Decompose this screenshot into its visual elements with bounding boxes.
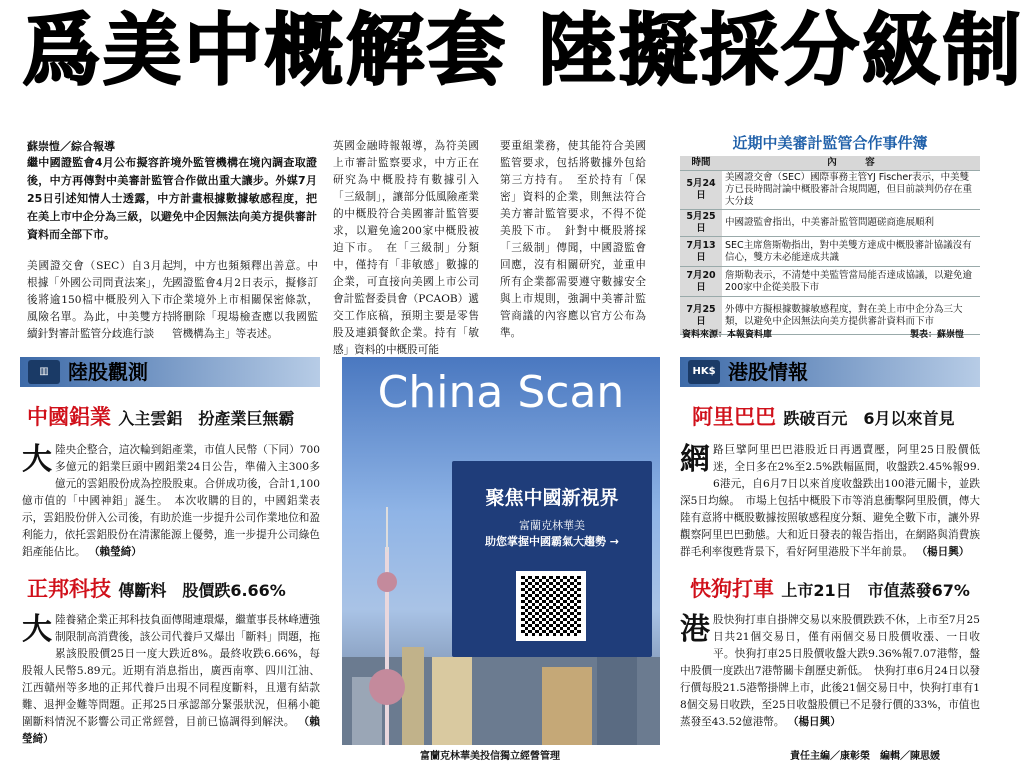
company-name: 快狗打車: [690, 577, 774, 601]
dropcap: 大: [22, 442, 52, 477]
story-body: 港 股快狗打車自掛牌交易以來股價跌跌不休，上市至7月25日共21個交易日，僅有兩個交易日股價收漲、一日收平。快狗打車25日股價收盤大跌9.36%報7.07港幣，盤中股價一度跌出7港幣關卡創歷史新低。 快狗打車6月24日以發行價每股21.5港幣掛牌上市，此後21個交易日中，快狗打車有18個交易日收跌，至25日收盤股價已不足發行價的33%，市值也蒸發至43.52億港幣。 （楊日興）: [680, 612, 980, 728]
table-cell-date: 5月25日: [680, 210, 722, 237]
table-title: 近期中美審計監管合作事件簿: [732, 134, 928, 152]
ad-panel: [452, 461, 652, 657]
table-row: [680, 210, 980, 237]
main-col-2: 判，中方也頻頻釋出善意。中國證監會4月2日表示，擬修訂企業境外上市相關保密條款，將刪除「現場檢查應以我國監管機構為主」等表述。: [172, 260, 318, 340]
ad-line-2[interactable]: 助您掌握中國霸氣大趨勢 →: [484, 535, 620, 548]
main-col-1: 美國證交會（SEC）自3月起根據「外國公司問責法案」，先後將逾150檔中概股列入下市風險名單。為此，中美雙方持續針對審計監管分歧進行談: [27, 260, 173, 340]
qr-code-icon[interactable]: [516, 571, 586, 641]
hk-dollar-icon: HK$: [688, 360, 720, 384]
dropcap: 網: [680, 442, 710, 477]
story-title: 跌破百元 6月以來首見: [783, 409, 955, 428]
section-header-hk-stocks: [680, 357, 980, 387]
table-cell-date: 7月13日: [680, 237, 722, 267]
ad-headline: 聚焦中國新視界: [485, 487, 619, 509]
page-footer: [0, 745, 1000, 763]
story-title: 入主雲鋁 扮產業巨無霸: [118, 409, 295, 428]
ad-line-1: 富蘭克林華美: [519, 519, 585, 532]
dropcap: 港: [680, 612, 710, 647]
story-author: （賴瑩綺）: [88, 546, 142, 558]
story-author: （楊日興）: [787, 716, 841, 728]
table-header-content: 內 容: [722, 156, 980, 171]
ad-title: China Scan: [377, 367, 625, 418]
table-cell-text: 中國證監會指出，中美審計監管問題磋商進展順利: [722, 210, 980, 237]
editor-credit: 責任主編／康彰榮 編輯／陳思媛: [790, 751, 940, 762]
section-title: 港股情報: [728, 360, 808, 384]
china-scan-ad[interactable]: [342, 357, 660, 745]
main-headline: 爲美中概解套 陸擬採分級制: [22, 6, 1024, 96]
story-subtitle: [27, 402, 294, 434]
table-row: [680, 237, 980, 267]
dropcap: 大: [22, 612, 52, 647]
story-body: 大 陸央企整合，這次輪到鋁產業，市值人民幣（下同）700多億元的鋁業巨頭中國鋁業24日公告，準備入主300多億元的雲鋁股份成為控股股東。合併成功後，合計1,100億市值的「中國神鋁」誕生。 本次收購的目的，中國鋁業表示，雲鋁股份併入公司後，有助於進一步提升公司作業地位和盈利能力，依托雲鋁股份在清潔能源上優勢，進一步提升公司綠色鋁產能佔比。 （賴瑩綺）: [22, 442, 320, 558]
story-subtitle: [27, 574, 286, 606]
story-body: 網 路巨擘阿里巴巴港股近日再遇賣壓，阿里25日股價低迷，全日多在2%至2.5%跌幅區間，收盤跌2.45%報99.6港元，自6月7日以來首度收盤跌出100港元關卡，並跌深5日均線。 市場上包括中概股下市等消息衝擊阿里股價，傳大陸有意將中概股數據按照敏感程度分類、避免全數下市，讓外界觀察阿里巴巴動態。大和近日發表的報告指出，在網路與消費族群毛利率復甦背景下，看好阿里港股下半年前景。 （楊日興）: [680, 442, 980, 558]
story-author: （賴瑩綺）: [22, 716, 321, 745]
table-cell-text: 外傳中方擬根據數據敏感程度，對在美上市中企分為三大類，以避免中企因無法向美方提供審計資料而下市: [722, 297, 980, 335]
main-col-4: 要重組業務，使其能符合美國監管要求，包括將數據外包給第三方持有。 至於持有「保密」資料的企業，則無法符合美方審計監管要求，不得不從美股下市。 針對中概股將採「三級制」傳聞，中國證監會回應，沒有相關研究，並重申所有企業都需要遵守數據安全與上市規則，強調中美審計監管商議的內容應以官方公布為準。: [500, 140, 646, 339]
table-cell-date: 5月24日: [680, 171, 722, 210]
company-name: 中國鋁業: [27, 405, 111, 429]
story-subtitle: [690, 574, 970, 606]
table-cell-text: SEC主席詹斯勒指出，對中美雙方達成中概股審計協議沒有信心，雙方未必能達成共識: [722, 237, 980, 267]
table-maker: 製表：蘇崇愷: [910, 330, 965, 340]
table-row: [680, 267, 980, 297]
story-body: 大 陸養豬企業正邦科技負面傳聞連環爆，繼董事長林峰遭強制限制高消費後，該公司代養戶又爆出「斷料」問題，拖累該股股價25日一度大跌近8%。最終收跌6.66%，每股報人民幣5.89元。近期有消息指出，廣西南寧、四川江油、江西贛州等多地的正邦代養戶出現不同程度斷料，且還有結款難、退押金難等問題。正邦25日承認部分緊張狀況，但稱小範圍斷料情況不影響公司正常經營，目前已協調得到解決。 （賴瑩綺）: [22, 612, 321, 745]
table-header-time: 時間: [680, 156, 722, 171]
event-table: [680, 156, 980, 335]
table-cell-date: 7月20日: [680, 267, 722, 297]
section-header-china-stocks: [20, 357, 320, 387]
chart-icon: ▥: [28, 360, 60, 384]
byline: 蘇崇愷／綜合報導: [27, 140, 115, 153]
section-title: 陸股觀測: [68, 360, 148, 384]
ad-footer: 富蘭克林華美投信獨立經營管理: [420, 751, 560, 762]
table-cell-text: 美國證交會（SEC）國際事務主管YJ Fischer表示，中美雙方已長時間討論中概股審計合規問題，但目前談判仍存在重大分歧: [722, 171, 980, 210]
story-subtitle: [692, 402, 954, 434]
lead-paragraph: 繼中國證監會4月公布擬容許境外監管機構在境內調查取證後，中方再傳對中美審計監管合作做出重大讓步。外媒7月25日引述知情人士透露，中方計畫根據數據敏感程度，把在美上市中企分為三級，以避免中企因無法向美方提供審計資料而全部下市。: [27, 156, 317, 241]
main-col-3: 英國金融時報報導，為符美國上市審計監察要求，中方正在研究為中概股持有數據引入「三級制」，讓部分低風險產業的中概股符合美國審計監管要求，以避免逾200家中概股被迫下市。 在「三級制」分類中，僅持有「非敏感」數據的企業，可直接向美國上市公司會計監督委員會（PCAOB）遞交工作底稿，預期主要是零售股及連鎖餐飲企業。持有「敏感」資料的中概股可能: [333, 140, 479, 356]
company-name: 阿里巴巴: [692, 405, 776, 429]
story-author: （楊日興）: [916, 546, 970, 558]
company-name: 正邦科技: [27, 577, 111, 601]
table-source: 資料來源：本報資料庫: [682, 330, 773, 340]
story-title: 傳斷料 股價跌6.66%: [118, 581, 286, 600]
table-row: [680, 171, 980, 210]
table-cell-text: 詹斯勒表示，不清楚中美監管當局能否達成協議，以避免逾200家中企從美股下市: [722, 267, 980, 297]
table-cell-date: 7月25日: [680, 297, 722, 335]
story-title: 上市21日 市值蒸發67%: [781, 581, 970, 600]
